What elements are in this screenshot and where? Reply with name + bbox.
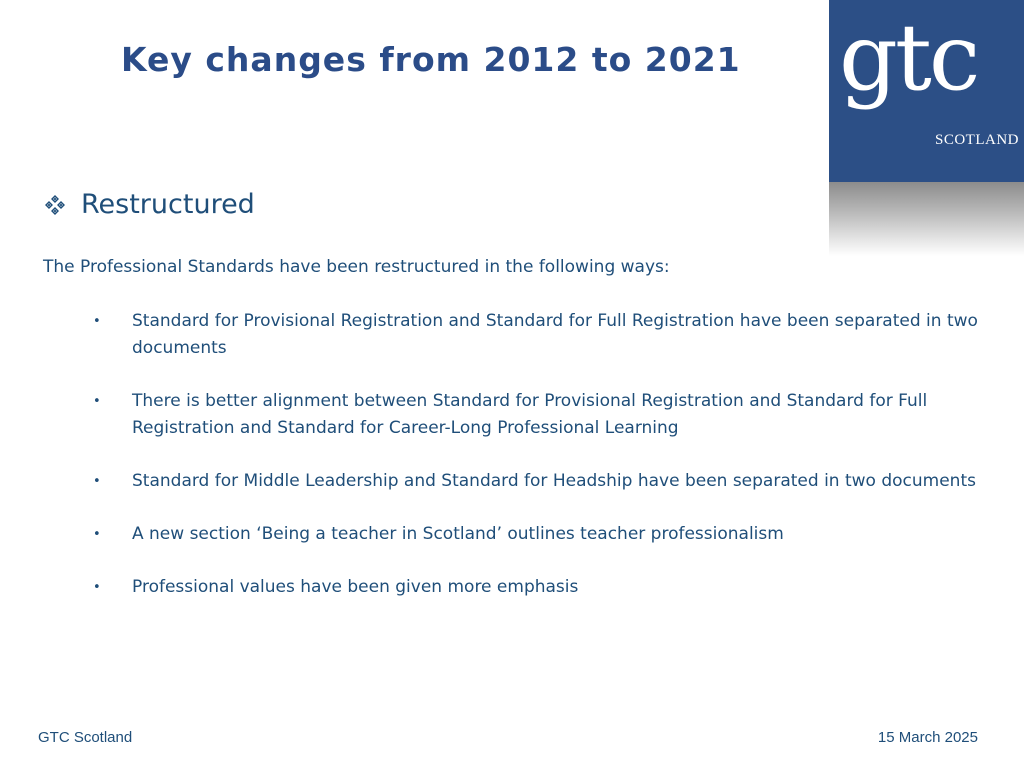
bullet-dot: •: [93, 580, 101, 595]
bullet-dot: •: [93, 394, 101, 409]
bullet-text: Professional values have been given more emphasis: [132, 577, 579, 597]
four-diamond-bullet-icon: [45, 195, 65, 215]
bullet-dot: •: [93, 474, 101, 489]
bullet-text: Standard for Middle Leadership and Standard for Headship have been separated in two documents: [132, 471, 976, 491]
bullet-text: Standard for Provisional Registration and Standard for Full Registration have been separated in two documents: [132, 311, 978, 358]
bullet-item: [0, 521, 992, 548]
logo-gradient-band: [829, 182, 1024, 256]
bullet-dot: •: [93, 314, 101, 329]
bullet-item: [0, 308, 992, 362]
bullet-item: [0, 388, 992, 442]
slide-title: Key changes from 2012 to 2021: [121, 40, 741, 79]
footer-date: 15 March 2025: [877, 729, 978, 746]
section-heading: Restructured: [81, 189, 255, 220]
bullet-dot: •: [93, 527, 101, 542]
bullet-list: [0, 308, 1024, 627]
intro-text: The Professional Standards have been restructured in the following ways:: [43, 257, 670, 277]
gtc-scotland-logo: [829, 0, 1024, 182]
logo-mark: gtc: [839, 4, 978, 111]
bullet-item: [0, 574, 992, 601]
footer-organization: GTC Scotland: [38, 729, 133, 746]
bullet-item: [0, 468, 992, 495]
bullet-text: There is better alignment between Standard for Provisional Registration and Standard for Full Registration and Standard for Career-Long Professional Learning: [132, 391, 928, 438]
bullet-text: A new section ‘Being a teacher in Scotland’ outlines teacher professionalism: [132, 524, 784, 544]
logo-subtitle: SCOTLAND: [934, 132, 1019, 148]
section-header: [45, 189, 255, 220]
